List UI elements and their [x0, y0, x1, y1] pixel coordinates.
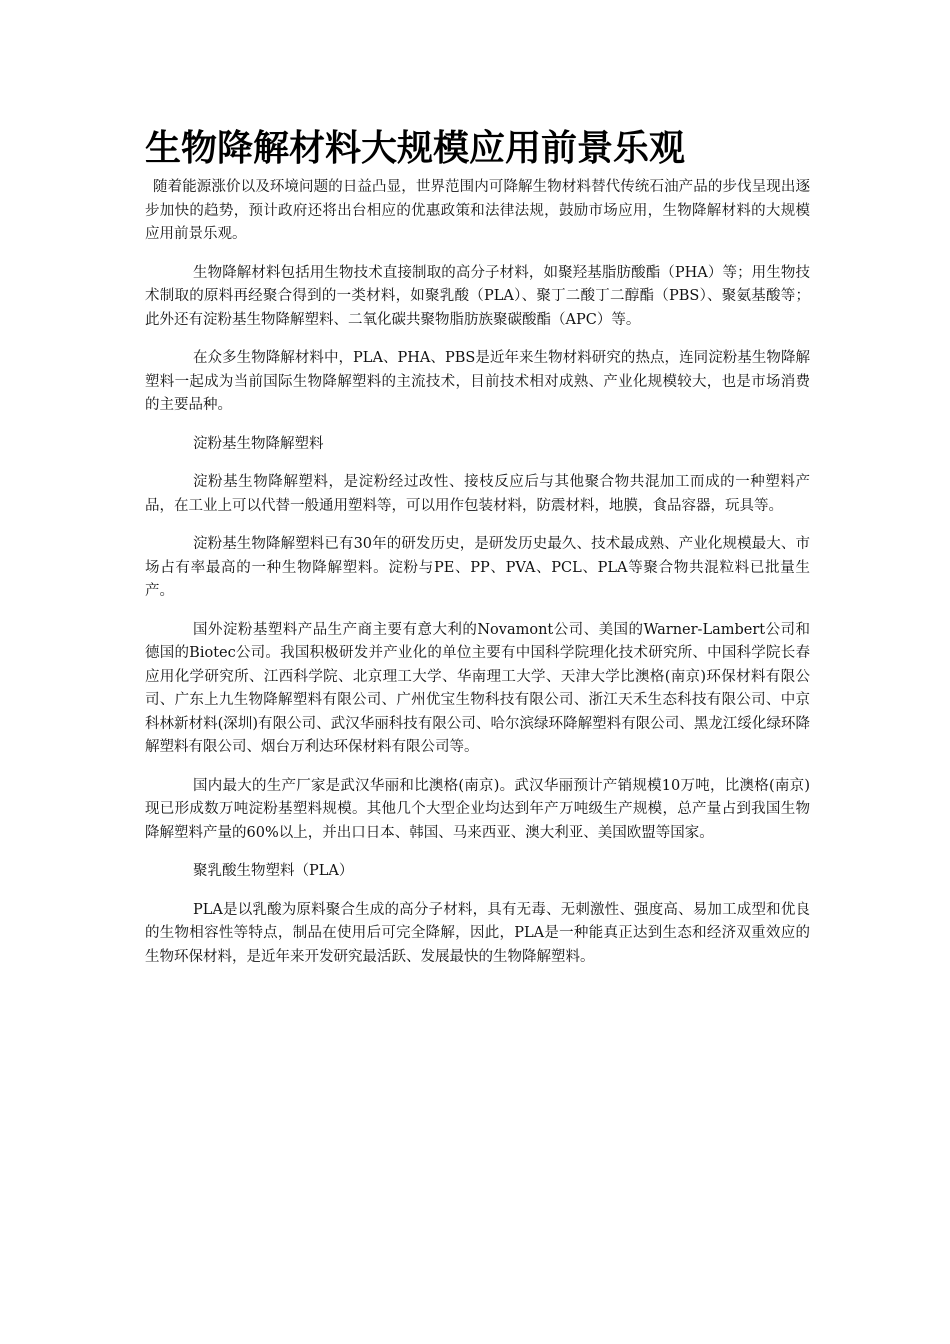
- paragraph-intro: 随着能源涨价以及环境问题的日益凸显，世界范围内可降解生物材料替代传统石油产品的步伐呈现出逐步加快的趋势，预计政府还将出台相应的优惠政策和法律法规，鼓励市场应用，生物降解材料的大规模应用前景乐观。: [145, 179, 810, 242]
- paragraph-definition: 生物降解材料包括用生物技术直接制取的高分子材料，如聚羟基脂肪酸酯（PHA）等；用生物技术制取的原料再经聚合得到的一类材料，如聚乳酸（PLA）、聚丁二酸丁二醇酯（PBS）、聚氨基酸等；此外还有淀粉基生物降解塑料、二氧化碳共聚物脂肪族聚碳酸酯（APC）等。: [145, 264, 810, 328]
- paragraph-domestic-producers: 国内最大的生产厂家是武汉华丽和比澳格(南京)。武汉华丽预计产销规模10万吨，比澳格(南京)现已形成数万吨淀粉基塑料规模。其他几个大型企业均达到年产万吨级生产规模，总产量占到我国生物降解塑料产量的60%以上，并出口日本、韩国、马来西亚、澳大利亚、美国欧盟等国家。: [145, 777, 810, 841]
- paragraph-starch-producers: 国外淀粉基塑料产品生产商主要有意大利的Novamont公司、美国的Warner-Lambert公司和德国的Biotec公司。我国积极研发并产业化的单位主要有中国科学院理化技术研究所、中国科学院长春应用化学研究所、江西科学院、北京理工大学、华南理工大学、天津大学比澳格(南京)环保材料有限公司、广东上九生物降解塑料有限公司、广州优宝生物科技有限公司、浙江天禾生态科技有限公司、中京科林新材料(深圳)有限公司、武汉华丽科技有限公司、哈尔滨绿环降解塑料有限公司、黑龙江绥化绿环降解塑料有限公司、烟台万利达环保材料有限公司等。: [145, 621, 810, 755]
- paragraph-starch-history: 淀粉基生物降解塑料已有30年的研发历史，是研发历史最久、技术最成熟、产业化规模最大、市场占有率最高的一种生物降解塑料。淀粉与PE、PP、PVA、PCL、PLA等聚合物共混粒料已批量生产。: [145, 536, 810, 599]
- section-heading-starch: 淀粉基生物降解塑料: [193, 435, 324, 452]
- paragraph-pla-description: PLA是以乳酸为原料聚合生成的高分子材料，具有无毒、无刺激性、强度高、易加工成型和优良的生物相容性等特点，制品在使用后可完全降解，因此，PLA是一种能真正达到生态和经济双重效应的生物环保材料，是近年来开发研究最活跃、发展最快的生物降解塑料。: [145, 901, 810, 965]
- paragraph-research-hotspots: 在众多生物降解材料中，PLA、PHA、PBS是近年来生物材料研究的热点，连同淀粉基生物降解塑料一起成为当前国际生物降解塑料的主流技术，目前技术相对成熟、产业化规模较大，也是市场消费的主要品种。: [145, 350, 810, 413]
- section-heading-pla: 聚乳酸生物塑料（PLA）: [193, 863, 354, 879]
- paragraph-starch-description: 淀粉基生物降解塑料，是淀粉经过改性、接枝反应后与其他聚合物共混加工而成的一种塑料产品，在工业上可以代替一般通用塑料等，可以用作包装材料，防震材料，地膜，食品容器，玩具等。: [145, 474, 810, 514]
- document-title: 生物降解材料大规模应用前景乐观: [145, 128, 686, 169]
- document-body: [145, 176, 810, 984]
